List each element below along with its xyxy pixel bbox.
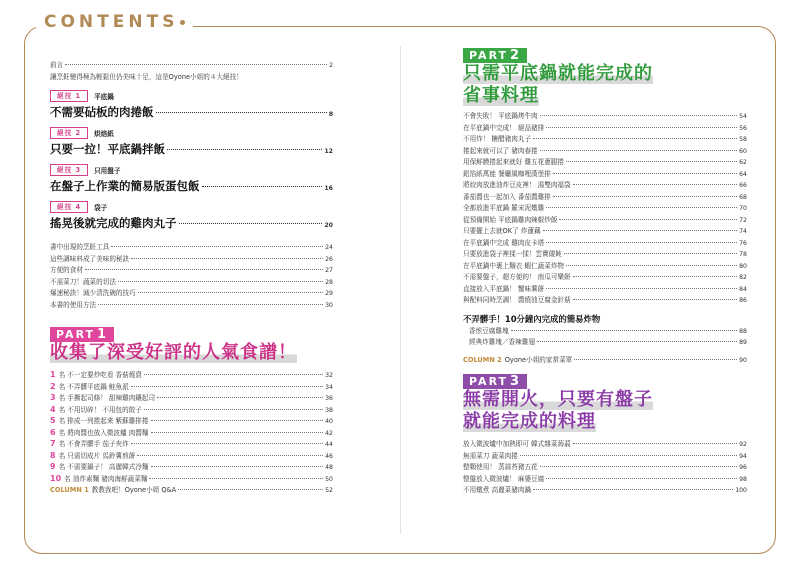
dot-leader <box>131 386 323 387</box>
dot-leader <box>540 466 737 467</box>
misc-entry[interactable] <box>50 277 333 289</box>
entry-title: 從預備開始 平底鍋雞肉辣椒炒飯 <box>463 215 558 224</box>
part3-badge <box>463 374 527 389</box>
entry-title: 番茄醬也一起加入 番茄醬雞排 <box>463 192 551 201</box>
recipe-entry[interactable] <box>463 474 747 486</box>
dot-leader <box>573 299 738 300</box>
page-number: 20 <box>324 222 333 229</box>
ranking-entry[interactable] <box>50 462 333 474</box>
ranking-entry[interactable] <box>50 370 333 382</box>
rank-digit: 7 <box>50 439 56 448</box>
entry-title: 名 排成一列捲起來 紫蘇雞排捲 <box>58 417 149 425</box>
part-label: PART <box>56 328 96 341</box>
entry-title: 教教我吧！Oyone小姐 Q&A <box>91 486 177 494</box>
ranking-entry[interactable] <box>50 439 333 451</box>
page-number: 74 <box>739 228 747 235</box>
entry-title: Oyone小姐的家常菜單 <box>504 355 573 364</box>
rank-number <box>50 405 56 416</box>
ranking-entry[interactable] <box>50 474 333 486</box>
recipe-entry[interactable] <box>463 123 747 135</box>
dot-leader <box>520 455 737 456</box>
entry-title: 在平底鍋中完成 雞肉皮卡塔 <box>463 238 545 247</box>
rank-number <box>50 416 56 427</box>
entry-title: 無需菜刀 蔬菜肉捲 <box>463 451 518 460</box>
recipe-entry[interactable] <box>463 439 747 451</box>
recipe-entry[interactable] <box>463 284 747 296</box>
recipe-entry[interactable] <box>463 111 747 123</box>
entry-title: 在盤子上作業的簡易版蛋包飯 <box>50 179 200 193</box>
recipe-entry[interactable] <box>463 226 747 238</box>
rank-digit: 2 <box>50 381 56 391</box>
entry-title: 香煎豆腐雞塊 <box>469 326 509 335</box>
trick-tag: 絕技 3 <box>50 164 88 176</box>
dot-leader <box>111 246 323 247</box>
part-number: 2 <box>510 48 522 63</box>
dot-leader <box>559 219 737 220</box>
page-number: 66 <box>739 182 747 189</box>
entry-title: 不會失敗！ 平底鍋烤牛肉 <box>463 112 538 120</box>
recipe-entry[interactable] <box>463 485 747 497</box>
fried-entry[interactable] <box>463 337 747 349</box>
rank-digit: 3 <box>50 393 56 402</box>
entry-title: 經典炸雞塊／香辣雞翅 <box>469 338 535 346</box>
page-number: 30 <box>325 301 333 309</box>
entry-title: 不需菜刀！蔬菜的切法 <box>50 277 116 286</box>
trick-tool-label: 只用盤子 <box>94 167 121 175</box>
recipe-entry[interactable] <box>463 157 747 169</box>
page-number: 29 <box>325 290 333 297</box>
part-label: PART <box>469 375 509 388</box>
page-number: 27 <box>325 267 333 274</box>
dot-leader <box>157 397 323 398</box>
dot-leader <box>546 288 737 289</box>
entry-title: 名 只需切成片 馬鈴薯煎餅 <box>58 451 136 460</box>
recipe-entry[interactable] <box>463 192 747 204</box>
dot-leader <box>65 64 327 65</box>
dot-leader <box>533 138 737 139</box>
rank-digit: 1 <box>50 370 56 379</box>
part3-section <box>463 370 747 433</box>
entry-title: 不需要盤子，超方便的！ 南瓜可樂餅 <box>463 273 571 281</box>
entry-title: 名 不一定要炒吃看 香菇燒賣 <box>58 371 142 379</box>
intro-entry[interactable] <box>50 72 333 83</box>
part2-title-line2 <box>463 85 747 107</box>
page-number: 70 <box>739 205 747 212</box>
title-dot-icon <box>180 20 185 25</box>
page-number: 54 <box>739 113 747 120</box>
trick-tag: 絕技 1 <box>50 90 88 102</box>
page-number: 86 <box>739 297 747 304</box>
entry-title: 名 不用切碎！ 不用包的餃子 <box>58 405 142 414</box>
entry-title: 在平底鍋中完成！ 絕品豬排 <box>463 123 545 132</box>
recipe-entry[interactable] <box>463 180 747 192</box>
page-number: 68 <box>739 193 747 201</box>
dot-leader <box>144 374 323 375</box>
dot-leader <box>118 281 323 282</box>
entry-title: 與配料同時烹調！ 醬燒油豆腐金針菇 <box>463 296 571 304</box>
page-number: 80 <box>739 262 747 270</box>
entry-title: 前言 <box>50 61 64 69</box>
recipe-entry[interactable] <box>463 146 747 158</box>
part3-title-text: 無需開火，只要有盤子 <box>463 389 653 410</box>
page-number: 90 <box>739 356 747 364</box>
part-number: 3 <box>510 374 522 389</box>
page-number: 88 <box>739 327 747 335</box>
entry-title: 這些調味料成了美味的秘訣 <box>50 254 130 263</box>
page-number: 84 <box>739 285 747 293</box>
rank-digit: 10 <box>50 473 62 483</box>
fried-subsection-heading: 不弄髒手！10分鐘內完成的簡易炸物 <box>463 313 601 324</box>
misc-entry[interactable] <box>50 242 333 254</box>
page-number: 92 <box>739 441 747 448</box>
rank-number <box>50 370 56 381</box>
trick-entry[interactable] <box>50 215 333 234</box>
left-column <box>50 60 333 497</box>
dot-leader <box>85 269 323 270</box>
rank-number <box>50 451 56 462</box>
dot-leader <box>566 265 737 266</box>
dot-leader <box>151 432 324 433</box>
entry-title: 方便的食材 <box>50 266 83 274</box>
recipe-entry[interactable] <box>463 295 747 307</box>
page-number: 78 <box>739 251 747 258</box>
dot-leader <box>131 443 323 444</box>
page-number: 12 <box>324 148 333 155</box>
page-number: 16 <box>324 185 333 192</box>
rank-number <box>50 382 56 393</box>
page-number: 76 <box>739 239 747 247</box>
misc-entry[interactable] <box>50 288 333 300</box>
recipe-entry[interactable] <box>463 215 747 227</box>
page-number: 100 <box>735 487 747 494</box>
rank-number <box>50 428 56 439</box>
trick-entry[interactable] <box>50 178 333 197</box>
column-label: COLUMN 1 <box>50 486 89 494</box>
trick-tool-label: 袋子 <box>94 204 108 212</box>
dot-leader <box>167 149 322 150</box>
entry-title: 鋁箔紙萬能 餐廳風咖哩漢堡排 <box>463 169 551 178</box>
dot-leader <box>566 161 737 162</box>
entry-title: 書中出現的烹飪工具 <box>50 243 110 251</box>
part3-title-text: 就能完成的料理 <box>463 411 596 432</box>
page-number: 42 <box>325 429 333 437</box>
entry-title: 本書的使用方法 <box>50 300 97 309</box>
page-number: 46 <box>325 452 333 460</box>
entry-title: 只要擺上去就OK了 炸蓮藕 <box>463 227 541 235</box>
page-number: 26 <box>325 255 333 263</box>
entry-title: 只要一拉！平底鍋拌飯 <box>50 142 165 156</box>
intro-entry[interactable] <box>50 60 333 72</box>
entry-title: 爆速秘訣！減少清洗碗的技巧 <box>50 289 136 297</box>
entry-title: 放入微波爐中加熱即可 韓式雜菜蒟蒻 <box>463 440 571 448</box>
dot-leader <box>543 230 738 231</box>
entry-title: 搖晃後就完成的雞肉丸子 <box>50 216 177 230</box>
page-number: 64 <box>739 170 747 178</box>
part-label: PART <box>469 49 509 62</box>
recipe-entry[interactable] <box>463 451 747 463</box>
ranking-entry[interactable] <box>50 405 333 417</box>
entry-title: 只要放進袋子裡揉一揉！雲寶餛飩 <box>463 250 562 258</box>
dot-leader <box>131 258 323 259</box>
dot-leader <box>149 478 323 479</box>
recipe-entry[interactable] <box>463 272 747 284</box>
entry-title: 直接放入平底鍋！ 蟹味薯餅 <box>463 284 545 293</box>
part1-title-text: 收集了深受好評的人氣食譜！ <box>50 342 297 363</box>
recipe-entry[interactable] <box>463 238 747 250</box>
recipe-entry[interactable] <box>463 203 747 215</box>
ranking-entry[interactable] <box>50 382 333 394</box>
dot-leader <box>546 207 737 208</box>
part2-title-text: 只需平底鍋就能完成的 <box>463 63 653 84</box>
page-number: 60 <box>739 147 747 155</box>
dot-leader <box>540 115 737 116</box>
dot-leader <box>151 420 324 421</box>
recipe-entry[interactable] <box>463 169 747 181</box>
page-number: 56 <box>739 124 747 132</box>
ranking-entry[interactable] <box>50 451 333 463</box>
dot-leader <box>553 173 737 174</box>
trick-tag-line <box>50 127 333 139</box>
page-number: 89 <box>739 339 747 346</box>
dot-leader <box>573 276 738 277</box>
dot-leader <box>511 330 738 331</box>
misc-entry[interactable] <box>50 254 333 266</box>
column-label: COLUMN 2 <box>463 355 502 364</box>
part3-title-line2 <box>463 411 747 433</box>
dot-leader <box>202 186 323 187</box>
column2-entry[interactable] <box>463 355 747 367</box>
dot-leader <box>573 184 738 185</box>
page-number: 44 <box>325 441 333 448</box>
dot-leader <box>179 223 323 224</box>
dot-leader <box>546 127 737 128</box>
page-number: 34 <box>325 383 333 391</box>
rank-digit: 9 <box>50 462 56 471</box>
dot-leader <box>151 466 324 467</box>
entry-title: 名 不弄髒平底鍋 鮭魚派 <box>58 382 129 391</box>
recipe-entry[interactable] <box>463 462 747 474</box>
page-number: 94 <box>739 452 747 460</box>
entry-title: 用保鮮膜捲起來就好 雞五花蔥腿捲 <box>463 158 565 166</box>
dot-leader <box>574 359 737 360</box>
page-number: 8 <box>328 111 333 118</box>
entry-title: 不需要砧板的肉捲飯 <box>50 105 154 119</box>
page-number: 50 <box>325 475 333 483</box>
part-number: 1 <box>97 327 109 342</box>
part3-title-line1 <box>463 389 747 411</box>
trick-tool-label: 平底鍋 <box>94 93 114 101</box>
rank-number <box>50 439 56 450</box>
page-number: 98 <box>739 475 747 483</box>
dot-leader <box>564 253 737 254</box>
entry-title: 名 油炸素麵 豬肉海鮮蔬菜麵 <box>64 474 148 483</box>
entry-title: 捲起來就可以了 豬肉春捲 <box>463 146 538 155</box>
recipe-entry[interactable] <box>463 261 747 273</box>
dot-leader <box>178 489 323 490</box>
trick-entry[interactable] <box>50 104 333 123</box>
trick-entry[interactable] <box>50 141 333 160</box>
page-number: 72 <box>739 216 747 224</box>
part2-badge <box>463 48 527 63</box>
trick-tool-label: 烘焙紙 <box>94 130 114 138</box>
ranking-entry[interactable] <box>50 416 333 428</box>
trick-tag-line <box>50 90 333 102</box>
dot-leader <box>553 196 737 197</box>
page-number: 24 <box>325 244 333 251</box>
entry-title: 讓烹飪變得極為輕鬆但仍美味十足，這是Oyone小姐的４大絕技！ <box>50 72 243 81</box>
entry-title: 名 手撕起司條！ 甜辣雞肉鑲起司 <box>58 394 156 402</box>
part2-title-line1 <box>463 63 747 85</box>
dot-leader <box>137 455 323 456</box>
dot-leader <box>546 478 737 479</box>
page-number: 40 <box>325 418 333 425</box>
entry-title: 整盤放入微波爐！ 麻婆豆腐 <box>463 474 545 483</box>
entry-title: 不用燉煮 高麗菜豬肉鍋 <box>463 486 532 494</box>
entry-title: 全都放進平底鍋 羅宋泥燉雞 <box>463 204 545 212</box>
dot-leader <box>533 489 733 490</box>
misc-entry[interactable] <box>50 300 333 312</box>
misc-entry[interactable] <box>50 265 333 277</box>
dot-leader <box>144 409 323 410</box>
trick-tag-line <box>50 164 333 176</box>
recipe-entry[interactable] <box>463 134 747 146</box>
column1-entry[interactable] <box>50 485 333 497</box>
fried-entry[interactable] <box>463 326 747 338</box>
dot-leader <box>138 292 323 293</box>
dot-leader <box>537 341 737 342</box>
trick-tag: 絕技 2 <box>50 127 88 139</box>
page-number: 36 <box>325 395 333 402</box>
rank-digit: 4 <box>50 404 56 414</box>
entry-title: 名 不會弄髒手 茄子夾炸 <box>58 440 129 448</box>
page-number: 28 <box>325 278 333 286</box>
part1-badge <box>50 327 114 342</box>
entry-title: 將絞肉放進油炸豆皮裡！ 湯雙肉福袋 <box>463 181 571 189</box>
entry-title: 不用炸！ 糖醋豬肉丸子 <box>463 135 532 143</box>
right-column <box>463 44 747 497</box>
dot-leader <box>573 443 738 444</box>
dot-leader <box>540 150 737 151</box>
entry-title: 整顆使用！ 蒸蒜苔豬五花 <box>463 463 538 471</box>
entry-title: 名 將肉醬也放入微波爐 肉醬麵 <box>58 428 149 437</box>
page-number: 52 <box>325 487 333 494</box>
page-number: 32 <box>325 372 333 379</box>
recipe-entry[interactable] <box>463 249 747 261</box>
dot-leader <box>546 242 737 243</box>
entry-title: 名 不需要鍋子！ 高麗韓式冷麵 <box>58 463 149 471</box>
dot-leader <box>156 112 327 113</box>
part1-section <box>50 323 333 364</box>
part2-section <box>463 44 747 107</box>
contents-title: CONTENTS <box>36 12 193 32</box>
trick-tag: 絕技 4 <box>50 201 88 213</box>
page-number: 62 <box>739 159 747 166</box>
entry-title: 在平底鍋中裹上麵衣 蝦仁蔬菜炸物 <box>463 261 565 270</box>
rank-digit: 6 <box>50 427 56 437</box>
page-number: 38 <box>325 406 333 414</box>
dot-leader <box>98 304 323 305</box>
ranking-entry[interactable] <box>50 393 333 405</box>
trick-tag-line <box>50 201 333 213</box>
rank-number <box>50 462 56 473</box>
page-number: 48 <box>325 464 333 471</box>
part1-title <box>50 342 333 364</box>
page-number: 82 <box>739 274 747 281</box>
part2-title-text: 省事料理 <box>463 85 539 106</box>
rank-number <box>50 474 61 485</box>
column-divider <box>400 46 401 534</box>
rank-digit: 8 <box>50 450 56 460</box>
page-number: 2 <box>329 62 333 69</box>
rank-digit: 5 <box>50 416 56 425</box>
page-number: 96 <box>739 464 747 471</box>
page-number: 58 <box>739 136 747 143</box>
ranking-entry[interactable] <box>50 428 333 440</box>
rank-number <box>50 393 56 404</box>
